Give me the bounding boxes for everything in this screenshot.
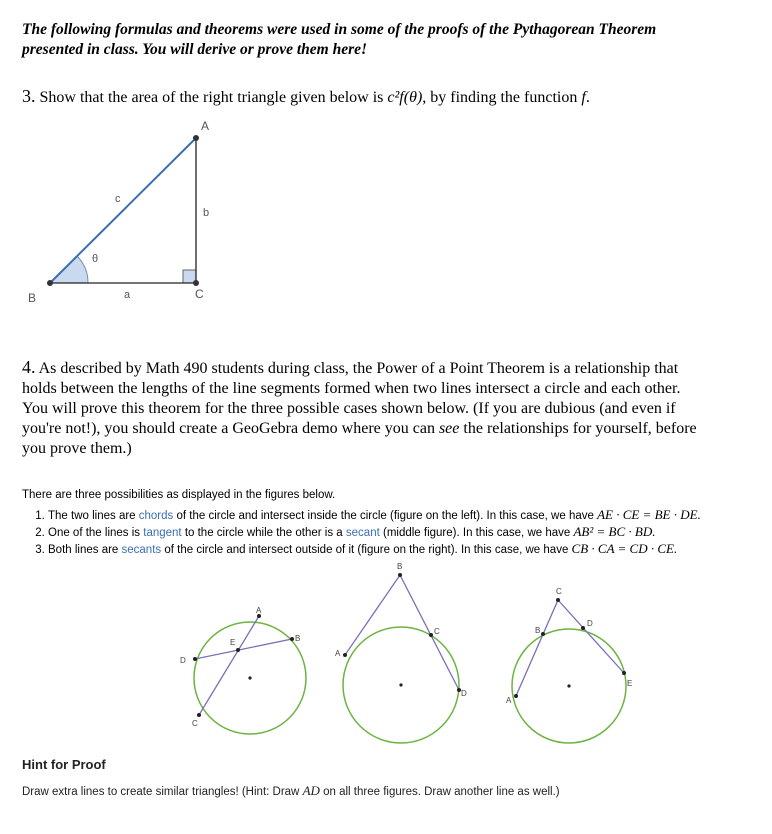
possibility-item-2 — [48, 524, 767, 541]
right-label-c: C — [556, 587, 562, 596]
label-side-c: c — [115, 193, 121, 205]
label-b-vertex: B — [28, 291, 37, 305]
right-secant-ca — [516, 600, 558, 696]
item-1-formula: AE · CE = BE · DE. — [597, 507, 701, 522]
right-point-b — [541, 632, 545, 636]
item-2-text-a: One of the lines is — [48, 527, 144, 539]
chords-link[interactable]: chords — [138, 510, 174, 522]
label-side-b: b — [203, 207, 210, 219]
middle-point-c — [429, 633, 433, 637]
left-label-d: D — [180, 656, 186, 665]
secant-link[interactable]: secant — [345, 527, 380, 539]
item-3-formula: CB · CA = CD · CE. — [571, 541, 678, 556]
item-3-text-a: Both lines are — [48, 544, 122, 556]
left-label-e: E — [230, 638, 236, 647]
middle-label-c: C — [434, 627, 440, 636]
left-point-d — [193, 657, 197, 661]
question-4-line-4b: the relationships for yourself, before — [459, 420, 697, 437]
question-3-text-a: Show that the area of the right triangle given below is — [35, 89, 388, 106]
figure-left-chords — [180, 606, 306, 734]
middle-secant-bd — [400, 575, 459, 690]
hint-text — [22, 783, 560, 799]
power-of-point-figures — [0, 555, 772, 755]
middle-center-point — [399, 683, 402, 686]
question-3-area-formula: c²f(θ) — [387, 89, 423, 106]
item-2-formula: AB² = BC · BD. — [573, 524, 656, 539]
right-center-point — [567, 684, 570, 687]
right-secant-ce — [558, 600, 624, 673]
question-3-function: f — [581, 89, 586, 106]
item-1-text-a: The two lines are — [48, 510, 139, 522]
left-label-b: B — [295, 634, 301, 643]
question-4 — [22, 357, 757, 459]
tangent-link[interactable]: tangent — [143, 527, 182, 539]
middle-point-a — [343, 653, 347, 657]
right-label-a: A — [506, 696, 512, 705]
right-label-d: D — [587, 619, 593, 628]
question-4-line-5: you prove them.) — [22, 440, 132, 457]
right-point-d — [581, 626, 585, 630]
left-label-c: C — [192, 719, 198, 728]
side-c — [50, 138, 196, 283]
question-4-line-4a: you're not!), you should create a GeoGebra demo where you can — [22, 420, 439, 437]
label-a-vertex: A — [201, 119, 210, 133]
question-3 — [22, 86, 762, 108]
figure-right-secants — [506, 587, 632, 743]
question-4-emphasis: see — [438, 420, 460, 437]
intro-line-1: The following formulas and theorems were used in some of the proofs of the Pythagorean Theorem — [22, 21, 657, 38]
possibilities-intro: There are three possibilities as displayed in the figures below. — [22, 489, 336, 501]
left-label-a: A — [256, 606, 262, 615]
item-1-text-b: of the circle and intersect inside the circle (figure on the left). In this case, we have — [173, 510, 598, 522]
vertex-a-point — [193, 135, 199, 141]
question-3-number: 3. — [22, 86, 36, 106]
hint-title: Hint for Proof — [22, 757, 106, 772]
vertex-b-point — [47, 280, 53, 286]
middle-label-a: A — [335, 649, 341, 658]
right-triangle-figure — [0, 110, 240, 310]
middle-label-b: B — [397, 562, 403, 571]
question-4-line-2: holds between the lengths of the line segments formed when two lines intersect a circle and each other. — [22, 380, 681, 397]
vertex-c-point — [193, 280, 199, 286]
possibilities-section — [22, 487, 767, 558]
right-label-b: B — [535, 626, 541, 635]
question-4-number: 4. — [22, 357, 36, 377]
label-c-vertex: C — [195, 287, 204, 301]
item-2-text-c: (middle figure). In this case, we have — [379, 527, 574, 539]
right-point-c — [556, 598, 560, 602]
right-point-e — [622, 671, 626, 675]
hint-text-a: Draw extra lines to create similar triangles! (Hint: Draw — [22, 786, 303, 798]
possibilities-list — [22, 507, 767, 558]
question-4-line-3: You will prove this theorem for the three possible cases shown below. (If you are dubious (and even if — [22, 400, 676, 417]
secants-link[interactable]: secants — [121, 544, 162, 556]
middle-tangent-ab — [345, 575, 400, 655]
intro-line-2: presented in class. You will derive or prove them here! — [22, 41, 368, 58]
left-point-c — [197, 713, 201, 717]
item-3-text-b: of the circle and intersect outside of it (figure on the right). In this case, we have — [161, 544, 572, 556]
item-2-text-b: to the circle while the other is a — [181, 527, 346, 539]
question-3-text-b: , by finding the function — [422, 89, 582, 106]
possibility-item-1 — [48, 507, 767, 524]
angle-theta-arc — [50, 256, 88, 283]
hint-math-ad: AD — [302, 783, 320, 798]
intro-text — [22, 20, 762, 60]
left-chord-ac — [199, 616, 259, 715]
hint-text-b: on all three figures. Draw another line as well.) — [319, 786, 560, 798]
left-center-point — [248, 676, 251, 679]
middle-label-d: D — [461, 689, 467, 698]
left-point-e — [236, 648, 240, 652]
left-point-b — [290, 637, 294, 641]
right-point-a — [514, 694, 518, 698]
label-angle-theta: θ — [92, 253, 99, 265]
middle-point-b — [398, 573, 402, 577]
question-3-text-c: . — [585, 89, 590, 106]
right-label-e: E — [627, 679, 633, 688]
figure-middle-tangent-secant — [335, 562, 467, 743]
label-side-a: a — [124, 289, 131, 301]
question-4-line-1: As described by Math 490 students during class, the Power of a Point Theorem is a relationship that — [35, 360, 679, 377]
